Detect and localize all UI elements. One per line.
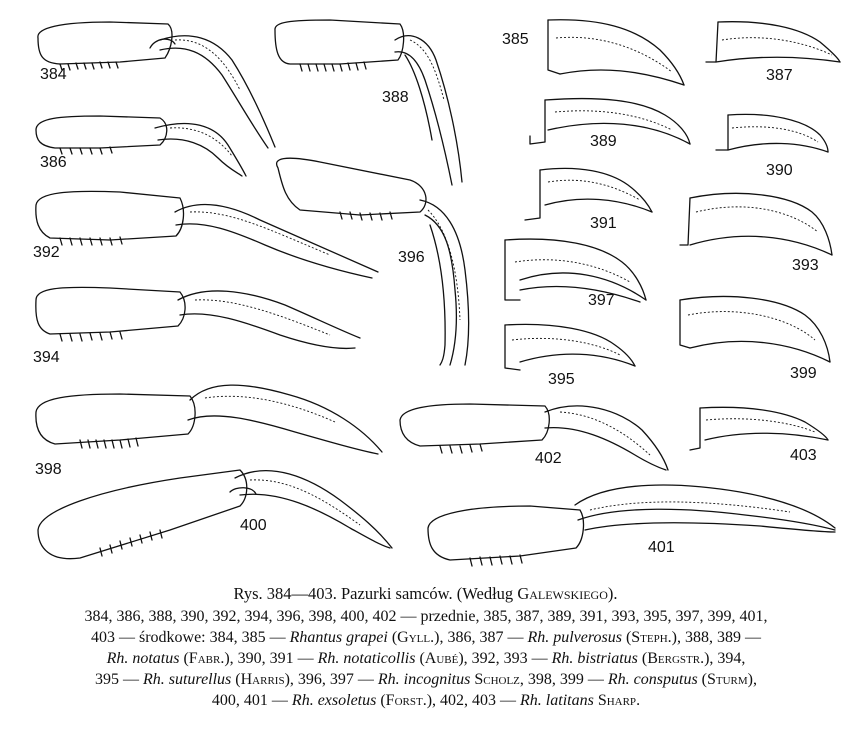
figure-397-drawing [505, 239, 646, 302]
legend-text: , [753, 671, 758, 688]
species-name: Rh. consputus [607, 671, 698, 688]
legend-line-4 [6, 669, 846, 690]
legend-text: , 390, 391 — [229, 650, 318, 667]
legend-text: , 396, 397 — [289, 671, 378, 688]
figure-403-number: 403 [790, 447, 817, 464]
species-author: (Gyll.) [391, 629, 440, 646]
legend-line-5 [6, 690, 846, 711]
legend-text: , 386, 387 — [439, 629, 528, 646]
figure-389-number: 389 [590, 133, 617, 150]
figure-399-number: 399 [790, 365, 817, 382]
figure-400-number: 401 [648, 539, 675, 556]
figure-403-drawing [690, 407, 828, 450]
figure-393-drawing [525, 168, 652, 220]
legend-line-1: 384, 386, 388, 390, 392, 394, 396, 398, 400, 402 — przednie, 385, 387, 389, 391, 393, 395, 397, 399, 401, [84, 608, 768, 625]
figure-390-drawing [275, 20, 462, 185]
figure-385-drawing [548, 20, 684, 85]
caption-author: Galewskiego [517, 584, 608, 603]
figure-387-number: 387 [766, 67, 793, 84]
figure-388-number: 392 [33, 244, 60, 261]
species-author: Scholz [474, 671, 520, 688]
legend-text: , 402, 403 — [432, 692, 521, 709]
figure-caption-title [0, 584, 851, 604]
figure-402-number: 402 [535, 450, 562, 467]
figure-386-drawing [36, 116, 246, 176]
figure-392-drawing [36, 287, 360, 348]
figure-397-number: 397 [588, 292, 615, 309]
figure-400-drawing [428, 485, 835, 566]
species-name: Rh. notatus [106, 650, 180, 667]
figure-390-number: 388 [382, 89, 409, 106]
species-author: (Aubé) [419, 650, 464, 667]
species-name: Rh. bistriatus [551, 650, 638, 667]
figure-384-drawing [38, 22, 275, 148]
legend-text: , 398, 399 — [519, 671, 608, 688]
figure-386-number: 386 [40, 154, 67, 171]
species-name: Rh. incognitus [377, 671, 471, 688]
legend-text: , 394, [709, 650, 746, 667]
figure-387-drawing [706, 22, 840, 62]
legend-text: 395 — [94, 671, 143, 688]
legend-text: . [636, 692, 641, 709]
caption-prefix: Rys. 384—403. Pazurki samców. (Według [233, 584, 518, 603]
species-name: Rh. latitans [520, 692, 594, 709]
species-name: Rh. notaticollis [317, 650, 416, 667]
figure-393-number: 391 [590, 215, 617, 232]
figure-395-drawing [680, 193, 832, 255]
figure-398-drawing [38, 470, 392, 559]
species-name: Rh. pulverosus [527, 629, 622, 646]
legend-line-2 [6, 627, 846, 648]
species-author: (Bergstr.) [641, 650, 710, 667]
legend-text: 400, 401 — [211, 692, 292, 709]
figure-396-drawing [277, 158, 469, 365]
caption-suffix: ). [607, 584, 618, 603]
figure-399-drawing [680, 296, 830, 362]
legend-line-3 [6, 648, 846, 669]
species-author: (Sturm) [701, 671, 754, 688]
figure-385-number: 385 [502, 31, 529, 48]
figure-388-drawing [36, 191, 378, 278]
figure-398-number: 400 [240, 517, 267, 534]
figure-392-number: 394 [33, 349, 60, 366]
figure-391-drawing [716, 114, 828, 152]
species-author: (Forst.) [380, 692, 433, 709]
species-author: (Harris) [235, 671, 290, 688]
figure-396-number: 396 [398, 249, 425, 266]
figure-401-number: 395 [548, 371, 575, 388]
species-author: Sharp [597, 692, 637, 709]
species-author: (Steph.) [625, 629, 678, 646]
figure-395-number: 393 [792, 257, 819, 274]
species-name: Rhantus grapei [289, 629, 388, 646]
species-name: Rh. suturellus [142, 671, 232, 688]
legend-text: , 392, 393 — [463, 650, 552, 667]
figure-391-number: 390 [766, 162, 793, 179]
species-author: (Fabr.) [183, 650, 230, 667]
figure-384-number: 384 [40, 66, 67, 83]
figure-394-number: 398 [35, 461, 62, 478]
species-name: Rh. exsoletus [291, 692, 377, 709]
figure-401-drawing [505, 324, 635, 370]
figure-402-drawing [400, 404, 668, 470]
legend-text: 403 — środkowe: 384, 385 — [90, 629, 290, 646]
figure-legend [6, 606, 846, 711]
figure-394-drawing [36, 385, 382, 454]
legend-text: , 388, 389 — [677, 629, 762, 646]
